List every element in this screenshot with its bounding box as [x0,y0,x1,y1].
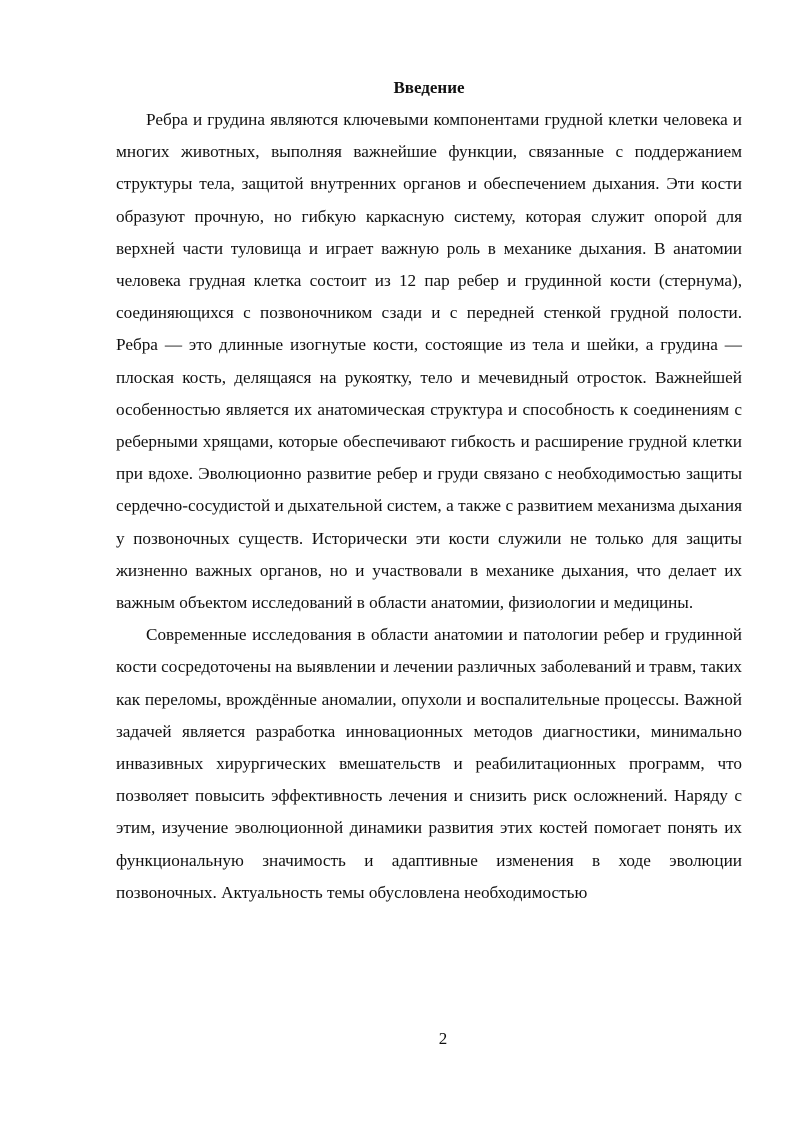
section-title: Введение [393,78,465,97]
page-content [116,72,742,909]
paragraph-1: Ребра и грудина являются ключевыми компонентами грудной клетки человека и многих животных, выполняя важнейшие функции, связанные с поддержанием структуры тела, защитой внутренних органов и обеспечением дыхания. Эти кости образуют прочную, но гибкую каркасную систему, которая служит опорой для верхней части туловища и играет важную роль в механике дыхания. В анатомии человека грудная клетка состоит из 12 пар ребер и грудинной кости (стернума), соединяющихся с позвоночником сзади и с передней стенкой грудной полости. Ребра — это длинные изогнутые кости, состоящие из тела и шейки, а грудина — плоская кость, делящаяся на рукоятку, тело и мечевидный отросток. Важнейшей особенностью является их анатомическая структура и способность к соединениям с реберными хрящами, которые обеспечивают гибкость и расширение грудной клетки при вдохе. Эволюционно развитие ребер и груди связано с необходимостью защиты сердечно-сосудистой и дыхательной систем, а также с развитием механизма дыхания у позвоночных существ. Исторически эти кости служили не только для защиты жизненно важных органов, но и участвовали в механике дыхания, что делает их важным объектом исследований в области анатомии, физиологии и медицины. [116,110,742,613]
paragraph-2: Современные исследования в области анатомии и патологии ребер и грудинной кости сосредоточены на выявлении и лечении различных заболеваний и травм, таких как переломы, врождённые аномалии, опухоли и воспалительные процессы. Важной задачей является разработка инновационных методов диагностики, минимально инвазивных хирургических вмешательств и реабилитационных программ, что позволяет повысить эффективность лечения и снизить риск осложнений. Наряду с этим, изучение эволюционной динамики развития этих костей помогает понять их функциональную значимость и адаптивные изменения в ходе эволюции позвоночных. Актуальность темы обусловлена необходимостью [116,625,742,902]
page-number: 2 [438,1029,448,1048]
